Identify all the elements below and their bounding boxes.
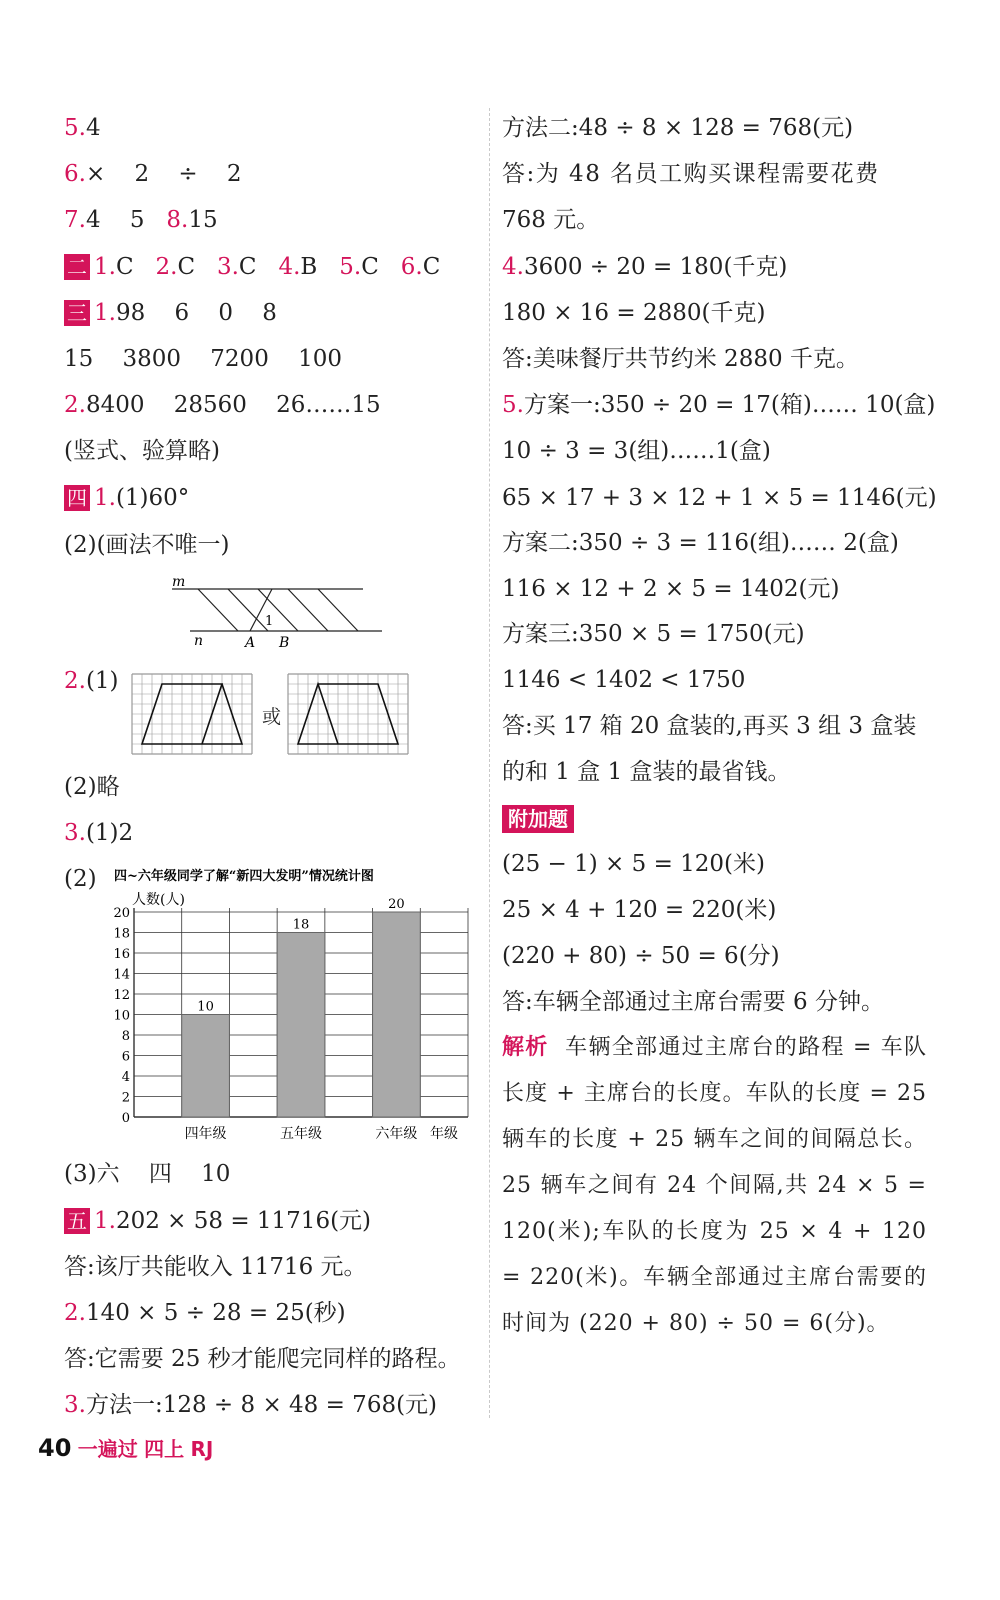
trapezoid-grid-1 — [128, 670, 258, 755]
choice-value: B — [300, 254, 340, 280]
bar — [182, 1015, 230, 1118]
y-tick-label: 0 — [121, 1111, 130, 1126]
section-badge: 四 — [64, 485, 90, 511]
choice-value: C — [361, 254, 401, 280]
choice-value: C — [177, 254, 217, 280]
y-tick-label: 16 — [113, 947, 130, 962]
y-tick-label: 6 — [121, 1049, 130, 1065]
bonus-step3: (220 + 80) ÷ 50 = 6(分) — [502, 943, 780, 969]
section-badge: 二 — [64, 254, 90, 280]
category-label: 五年级 — [280, 1126, 322, 1142]
method-two-reply: 答:为 48 名员工购买课程需要花费 — [502, 161, 880, 187]
edition-label: RJ — [190, 1437, 214, 1461]
answer-5-plan2: 方案二:350 ÷ 3 = 116(组)…… 2(盒) — [502, 530, 899, 556]
choice-number: 2. — [155, 254, 178, 280]
answer-4-reply: 答:美味餐厅共节约米 2880 千克。 — [502, 346, 859, 372]
section-4-answer-2: 2.(1) — [64, 668, 119, 694]
bar-value-label: 18 — [292, 917, 310, 933]
choice-number: 4. — [278, 254, 301, 280]
answer-4: 4.3600 ÷ 20 = 180(千克) — [502, 254, 788, 280]
page-footer — [38, 1433, 213, 1462]
section-4-answer-3-2: (2) — [64, 866, 97, 892]
y-axis-label: 人数(人) — [132, 892, 185, 908]
choice-number: 6. — [400, 254, 423, 280]
section-2-answers — [64, 252, 440, 282]
answer-5-compare: 1146 < 1402 < 1750 — [502, 667, 746, 693]
bonus-heading: 附加题 — [502, 805, 574, 833]
y-tick-label: 12 — [113, 988, 130, 1003]
section-4-answer-3: 3.(1)2 — [64, 820, 134, 846]
bonus-step2: 25 × 4 + 120 = 220(米) — [502, 897, 777, 923]
answer-5: 5.4 — [64, 115, 101, 141]
method-two-reply-cont: 768 元。 — [502, 207, 600, 233]
section-3-answer-1: 三 1.98 6 0 8 — [64, 298, 277, 328]
section-3-answer-2: 2.8400 28560 26……15 — [64, 392, 381, 418]
bar — [373, 912, 421, 1117]
choice-value: C — [115, 254, 156, 280]
parallel-lines-figure — [160, 575, 390, 655]
label-b: B — [279, 635, 290, 651]
bar — [277, 933, 325, 1118]
category-label: 四年级 — [184, 1126, 227, 1142]
y-tick-label: 14 — [113, 967, 130, 983]
bar-value-label: 20 — [388, 897, 405, 912]
note-line: (竖式、验算略) — [64, 438, 220, 464]
label-n: n — [194, 633, 204, 649]
y-tick-label: 20 — [113, 906, 130, 921]
trapezoid-grid-2 — [284, 670, 414, 755]
section-5-answer-2-reply: 答:它需要 25 秒才能爬完同样的路程。 — [64, 1346, 461, 1372]
y-tick-label: 18 — [113, 926, 130, 942]
section-4-answer-2-2: (2)略 — [64, 774, 120, 800]
label-a: A — [245, 635, 256, 651]
answer-5-plan1: 5.方案一:350 ÷ 20 = 17(箱)…… 10(盒) — [502, 392, 936, 418]
section-5-answer-1-reply: 答:该厅共能收入 11716 元。 — [64, 1254, 367, 1280]
answer-6: 6.× 2 ÷ 2 — [64, 161, 242, 187]
bar-chart — [98, 860, 483, 1145]
label-angle-1: 1 — [265, 614, 274, 629]
or-text: 或 — [262, 706, 282, 728]
answer-5-plan1-step3: 65 × 17 + 3 × 12 + 1 × 5 = 1146(元) — [502, 485, 937, 511]
bar-value-label: 10 — [197, 999, 214, 1015]
answer-5-reply: 答:买 17 箱 20 盒装的,再买 3 组 3 盒装 — [502, 713, 917, 739]
grade-label: 四上 — [144, 1437, 185, 1461]
analysis-tag: 解析 — [502, 1035, 549, 1060]
choice-number: 5. — [339, 254, 362, 280]
section-3-answer-1-cont: 15 3800 7200 100 — [64, 346, 342, 372]
label-m: m — [172, 575, 186, 590]
y-tick-label: 10 — [113, 1008, 130, 1024]
page-number: 40 — [38, 1434, 72, 1462]
analysis-paragraph: 解析 车辆全部通过主席台的路程 = 车队长度 + 主席台的长度。车队的长度 = 25 辆车的长度 + 25 辆车之间的间隔总长。25 辆车之间有 24 个间隔,共 24 × 5 = 120(米);车队的长度为 25 × 4 + 120 = 220(米)。车辆全部通过主席台需要的时间为 (220 + 80) ÷ 50 = 6(分)。 — [502, 1035, 927, 1336]
y-tick-label: 8 — [121, 1029, 130, 1044]
category-label: 六年级 — [375, 1126, 418, 1142]
section-4-answer-1: 四 1.(1)60° — [64, 483, 189, 513]
y-tick-label: 2 — [121, 1090, 130, 1106]
answer-5-plan3: 方案三:350 × 5 = 1750(元) — [502, 621, 805, 647]
answer-5-plan1-step2: 10 ÷ 3 = 3(组)……1(盒) — [502, 438, 771, 464]
choice-value: C — [422, 254, 441, 280]
x-axis-label: 年级 — [430, 1126, 458, 1142]
bonus-step1: (25 − 1) × 5 = 120(米) — [502, 851, 766, 877]
chart-title: 四~六年级同学了解“新四大发明”情况统计图 — [114, 869, 374, 884]
section-4-answer-1-2: (2)(画法不唯一) — [64, 532, 230, 558]
answer-5-plan2-step2: 116 × 12 + 2 × 5 = 1402(元) — [502, 576, 840, 602]
choice-value: C — [238, 254, 279, 280]
section-5-answer-2: 2.140 × 5 ÷ 28 = 25(秒) — [64, 1300, 346, 1326]
section-badge: 五 — [64, 1208, 90, 1234]
choice-number: 3. — [216, 254, 239, 280]
brand-name: 一遍过 — [77, 1437, 138, 1461]
y-tick-label: 4 — [121, 1070, 130, 1085]
choice-number: 1. — [94, 254, 116, 280]
answer-5-reply-cont: 的和 1 盒 1 盒装的最省钱。 — [502, 759, 791, 785]
section-4-answer-3-3: (3)六 四 10 — [64, 1161, 231, 1187]
answer-4-step2: 180 × 16 = 2880(千克) — [502, 300, 766, 326]
bonus-reply: 答:车辆全部通过主席台需要 6 分钟。 — [502, 989, 885, 1015]
answer-7-8: 7.4 5 8.15 — [64, 207, 218, 233]
section-5-answer-3: 3.方法一:128 ÷ 8 × 48 = 768(元) — [64, 1392, 438, 1418]
section-badge: 三 — [64, 300, 90, 326]
section-5-answer-1: 五 1.202 × 58 = 11716(元) — [64, 1206, 371, 1236]
method-two: 方法二:48 ÷ 8 × 128 = 768(元) — [502, 115, 854, 141]
column-divider — [489, 108, 490, 1418]
